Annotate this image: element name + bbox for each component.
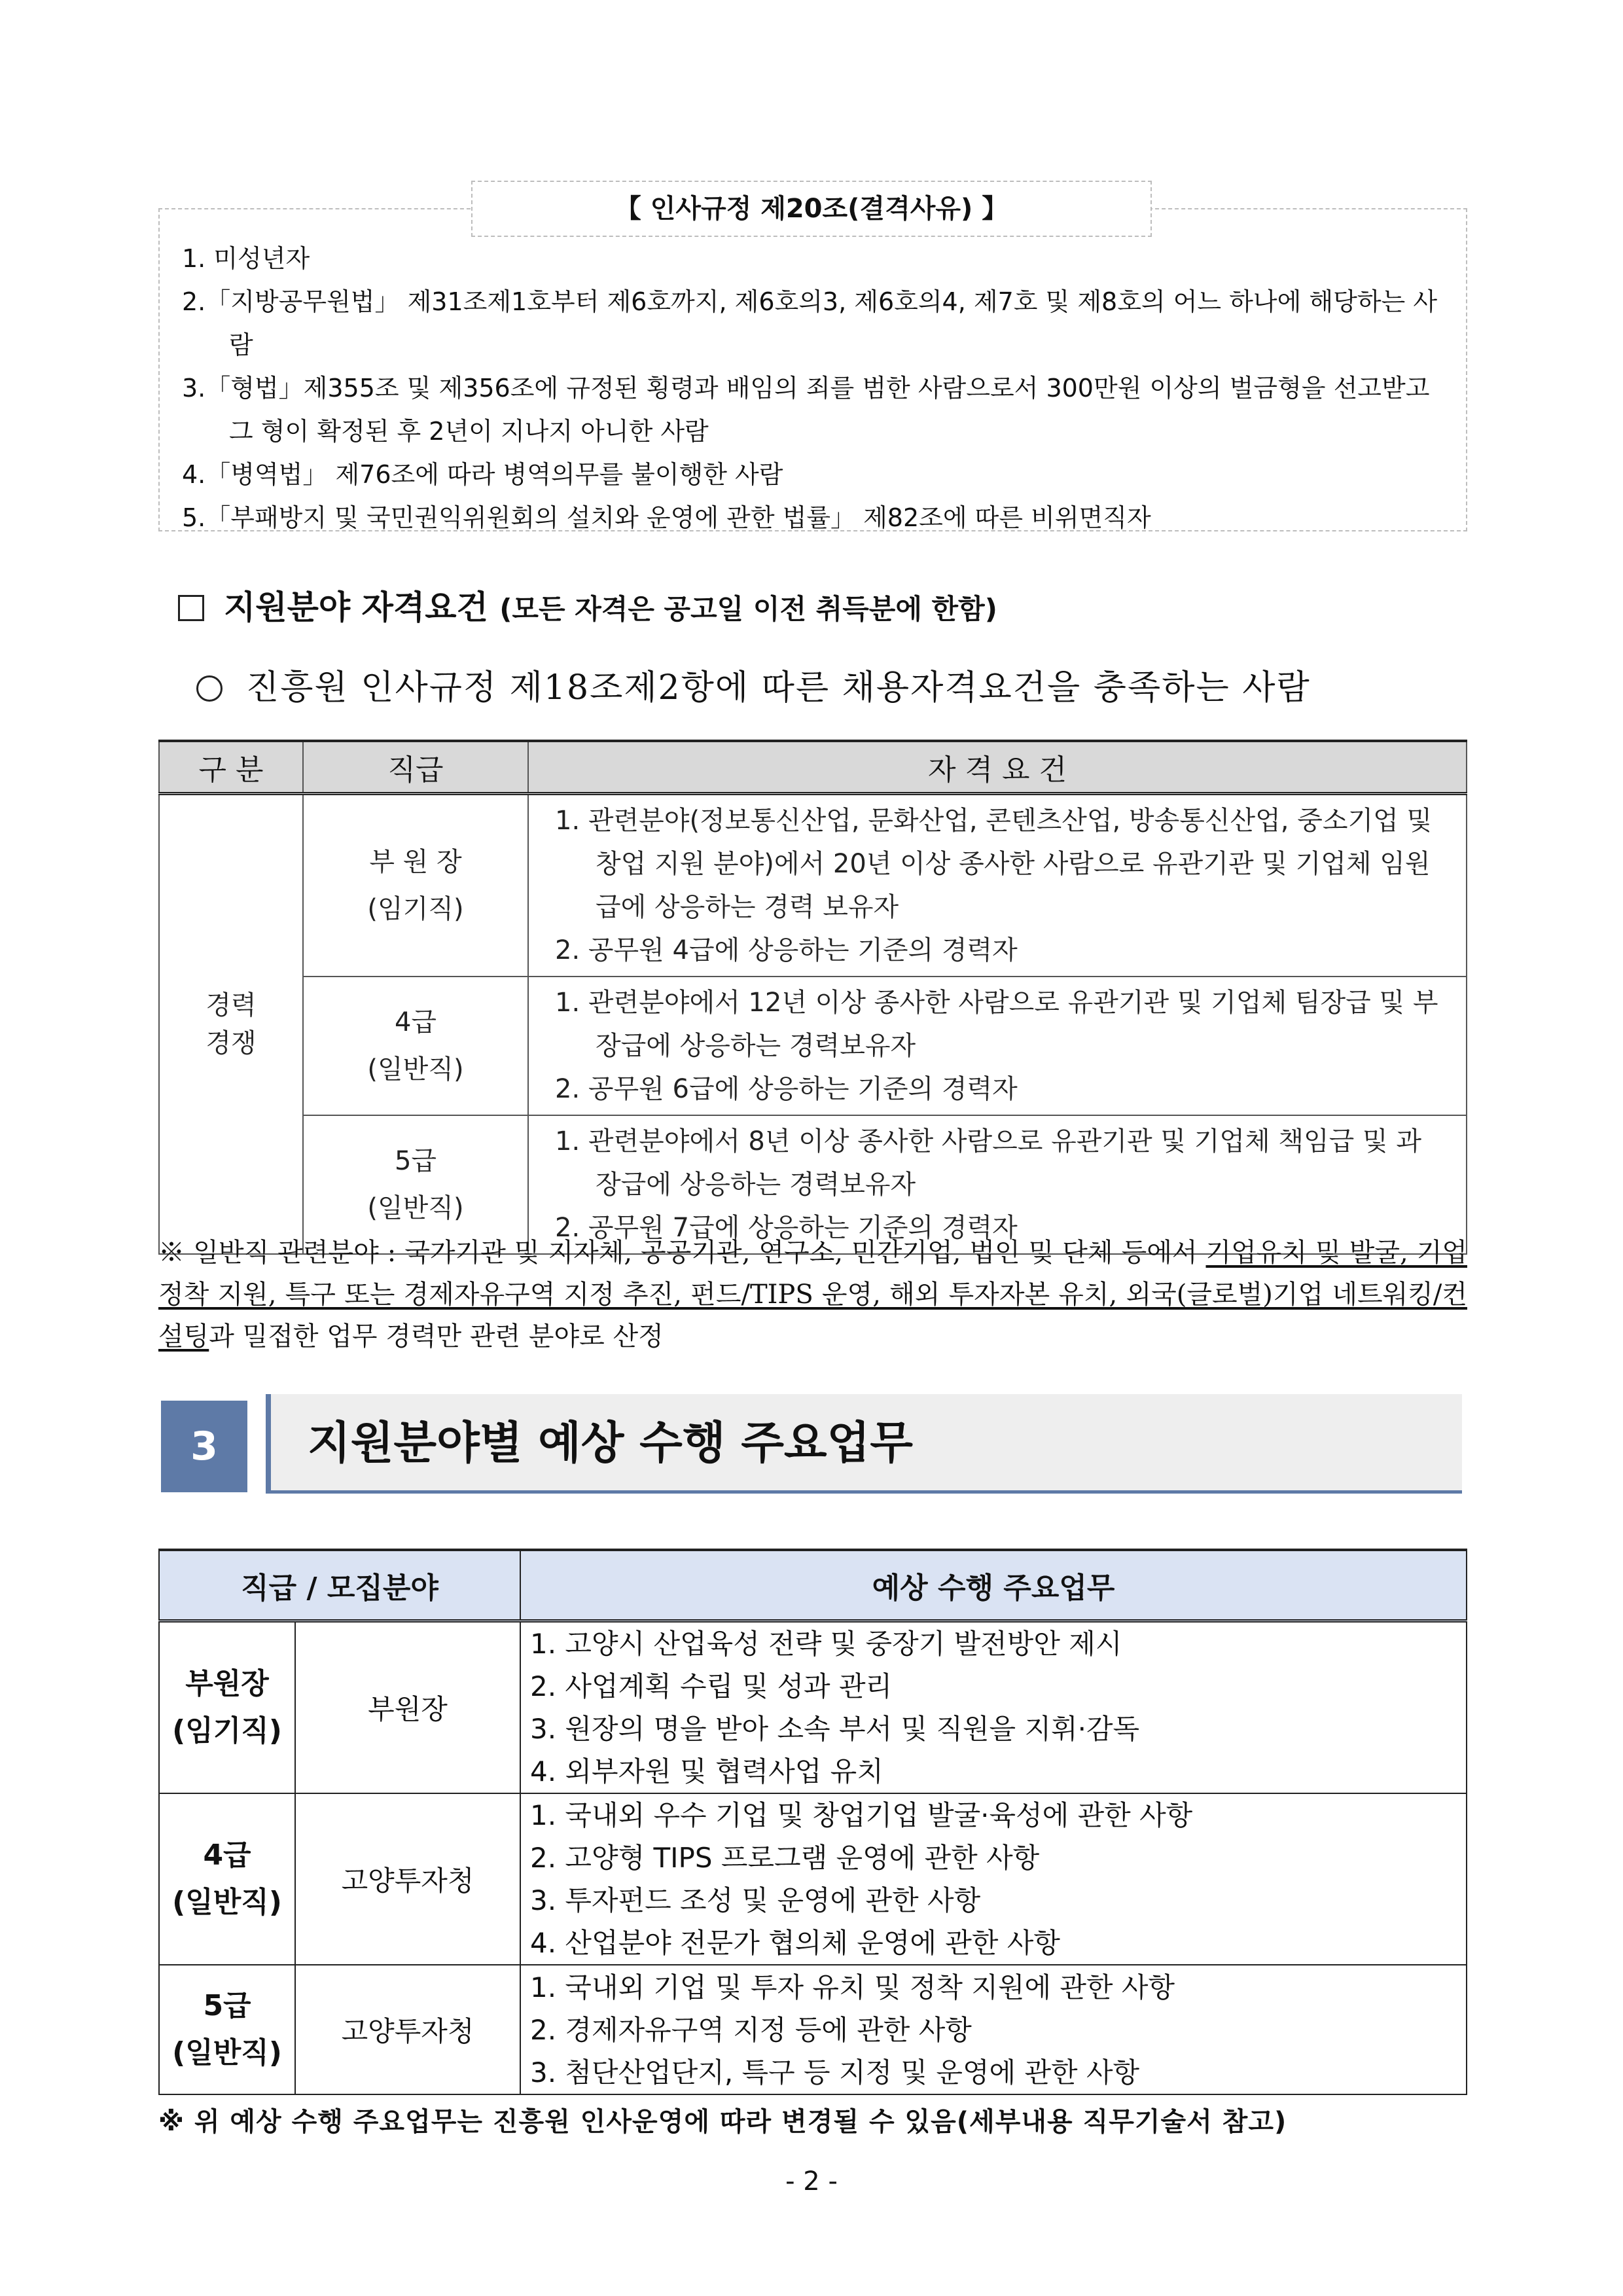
field-cell: 부원장: [295, 1621, 520, 1794]
requirement-item: 2. 공무원 4급에 상응하는 기준의 경력자: [555, 935, 1018, 965]
grade-type: (일반직): [367, 1193, 464, 1223]
requirements-cell: [528, 977, 1467, 1115]
page-number: - 2 -: [785, 2166, 838, 2197]
duty-item: 2. 고양형 TIPS 프로그램 운영에 관한 사항: [530, 1842, 1040, 1874]
grade-type: (일반직): [172, 2036, 282, 2070]
circle-bullet-icon: [196, 675, 223, 702]
table-header: 예상 수행 주요업무: [520, 1550, 1467, 1621]
grade-type: (일반직): [172, 1886, 282, 1919]
category-cell: 경력 경쟁: [159, 794, 303, 1255]
duty-item: 3. 원장의 명을 받아 소속 부서 및 직원을 지휘·감독: [530, 1713, 1140, 1745]
disqualification-list: [182, 237, 1452, 539]
duties-cell: [520, 1621, 1467, 1794]
field-cell: 고양투자청: [295, 1965, 520, 2094]
grade-name: 5급: [203, 1989, 251, 2022]
grade-name: 5급: [394, 1146, 437, 1176]
table-row: [159, 1621, 1467, 1794]
duty-item: 1. 국내외 우수 기업 및 창업기업 발굴·육성에 관한 사항: [530, 1799, 1193, 1831]
qualification-statement: [196, 660, 1311, 709]
grade-cell: [159, 1793, 295, 1965]
duty-item: 4. 산업분야 전문가 협의체 운영에 관한 사항: [530, 1927, 1060, 1959]
duty-item: 1. 국내외 기업 및 투자 유치 및 정착 지원에 관한 사항: [530, 1971, 1175, 2003]
duty-item: 1. 고양시 산업육성 전략 및 중장기 발전방안 제시: [530, 1628, 1122, 1660]
qualification-note: [158, 1232, 1467, 1357]
requirement-item: 1. 관련분야(정보통신산업, 문화산업, 콘텐츠산업, 방송통신산업, 중소기업 및 창업 지원 분야)에서 20년 이상 종사한 사람으로 유관기관 및 기업체 임원급에 상응하는 경력 보유자: [555, 806, 1433, 922]
duty-item: 3. 첨단산업단지, 특구 등 지정 및 운영에 관한 사항: [530, 2056, 1140, 2089]
qualification-heading: [178, 581, 997, 628]
duties-cell: [520, 1793, 1467, 1965]
duties-cell: [520, 1965, 1467, 2094]
qualification-heading-text: 지원분야 자격요건: [224, 588, 488, 626]
section-divider: [266, 1394, 271, 1494]
requirements-cell: [528, 794, 1467, 977]
section-number-badge: 3: [161, 1401, 247, 1492]
table-row: [159, 1965, 1467, 2094]
note-underlined-text: 기업유치 및 발굴, 기업 정착 지원, 특구 또는 경제자유구역 지정 추진, 펀드/TIPS 운영, 해외 투자자본 유치, 외국(글로벌)기업 네트워킹/컨설팅: [158, 1238, 1467, 1352]
note-text: ※ 일반직 관련분야 : 국가기관 및 지자체, 공공기관, 연구소, 민간기업, 법인 및 단체 등에서: [158, 1238, 1206, 1268]
list-item: 5.「부패방지 및 국민권익위원회의 설치와 운영에 관한 법률」 제82조에 따른 비위면직자: [182, 503, 1151, 532]
grade-type: (일반직): [367, 1054, 464, 1085]
table-row: [159, 1793, 1467, 1965]
duty-item: 4. 외부자원 및 협력사업 유치: [530, 1755, 883, 1787]
note-text-suffix: 과 밀접한 업무 경력만 관련 분야로 산정: [209, 1321, 664, 1352]
requirement-item: 1. 관련분야에서 12년 이상 종사한 사람으로 유관기관 및 기업체 팀장급 및 부장급에 상응하는 경력보유자: [555, 988, 1438, 1061]
list-item: 2.「지방공무원법」 제31조제1호부터 제6호까지, 제6호의3, 제6호의4, 제7호 및 제8호의 어느 하나에 해당하는 사람: [182, 287, 1438, 359]
duties-table: [158, 1549, 1467, 2095]
table-row: [159, 794, 1467, 977]
grade-name: 부원장: [185, 1667, 269, 1700]
table-header: 직급 / 모집분야: [159, 1550, 520, 1621]
duties-note: ※ 위 예상 수행 주요업무는 진흥원 인사운영에 따라 변경될 수 있음(세부내용 직무기술서 참고): [158, 2107, 1287, 2137]
table-header: 자 격 요 건: [528, 741, 1467, 794]
qualification-heading-sub: (모든 자격은 공고일 이전 취득분에 한함): [499, 593, 997, 625]
duty-item: 2. 사업계획 수립 및 성과 관리: [530, 1670, 893, 1702]
requirement-item: 1. 관련분야에서 8년 이상 종사한 사람으로 유관기관 및 기업체 책임급 및 과장급에 상응하는 경력보유자: [555, 1126, 1422, 1200]
grade-name: 4급: [203, 1839, 251, 1872]
list-item: 3.「형법」제355조 및 제356조에 규정된 횡령과 배임의 죄를 범한 사람으로서 300만원 이상의 벌금형을 선고받고 그 형이 확정된 후 2년이 지나지 아니한 사람: [182, 374, 1430, 446]
grade-cell: [159, 1621, 295, 1794]
field-cell: 고양투자청: [295, 1793, 520, 1965]
grade-name: 4급: [394, 1007, 437, 1037]
section-title: 지원분야별 예상 수행 주요업무: [308, 1418, 913, 1469]
list-item: 1. 미성년자: [182, 244, 310, 273]
square-bullet-icon: [178, 595, 204, 621]
duty-item: 3. 투자펀드 조성 및 운영에 관한 사항: [530, 1884, 981, 1916]
grade-cell: [303, 977, 528, 1115]
requirement-item: 2. 공무원 7급에 상응하는 기준의 경력자: [555, 1213, 1018, 1243]
qualification-statement-text: 진흥원 인사규정 제18조제2항에 따른 채용자격요건을 충족하는 사람: [246, 668, 1311, 708]
qualification-table: [158, 740, 1467, 1255]
grade-type: (임기직): [172, 1714, 282, 1748]
table-row: [159, 977, 1467, 1115]
table-header: 구 분: [159, 741, 303, 794]
table-header: 직급: [303, 741, 528, 794]
requirement-item: 2. 공무원 6급에 상응하는 기준의 경력자: [555, 1074, 1018, 1104]
disqualification-title: 【 인사규정 제20조(결격사유) 】: [471, 181, 1152, 237]
duty-item: 2. 경제자유구역 지정 등에 관한 사항: [530, 2013, 972, 2046]
grade-type: (임기직): [367, 894, 464, 924]
grade-cell: [303, 794, 528, 977]
list-item: 4.「병역법」 제76조에 따라 병역의무를 불이행한 사람: [182, 460, 783, 489]
grade-name: 부 원 장: [369, 847, 462, 877]
grade-cell: [159, 1965, 295, 2094]
